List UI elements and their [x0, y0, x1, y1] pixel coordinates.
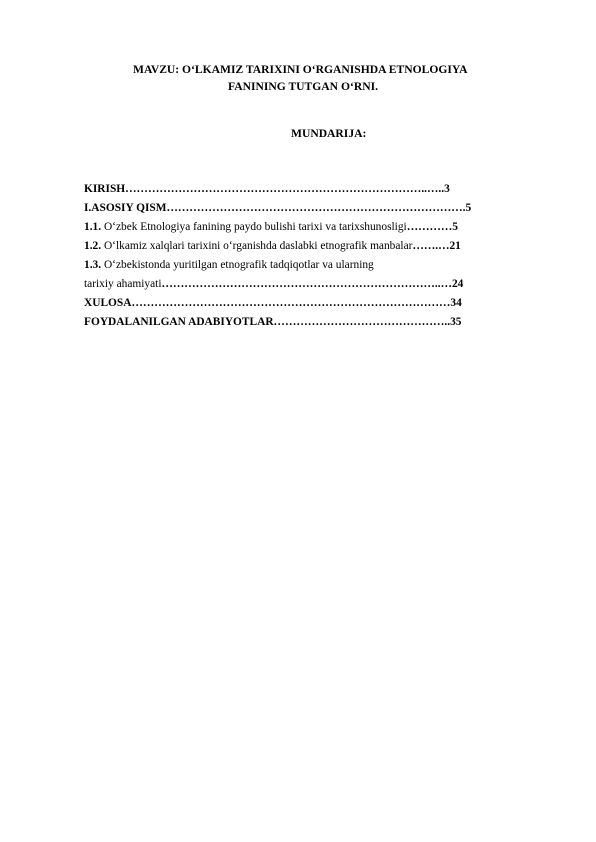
toc-entry-page: 21 — [449, 240, 461, 252]
toc-entry-page: 35 — [450, 316, 462, 328]
toc-entry-number: 1.2. — [84, 240, 102, 252]
toc-entry-text: O‘lkamiz xalqlari tarixini o‘rganishda daslabki etnografik manbalar — [101, 240, 413, 252]
toc-heading: MUNDARIJA: — [291, 127, 367, 140]
toc-entry-1-2 — [84, 237, 554, 256]
document-title-line2: FANINING TUTGAN O‘RNI. — [228, 80, 378, 93]
toc-entry-1-1 — [84, 218, 554, 237]
toc-entry-page: 34 — [450, 297, 462, 309]
toc-entry-xulosa — [84, 294, 554, 313]
toc-entry-text: I.ASOSIY QISM — [84, 202, 167, 214]
toc-entry-text: FOYDALANILGAN ADABIYOTLAR — [84, 316, 274, 328]
toc-entry-leader: ………… — [406, 221, 453, 233]
toc-entry-text: XULOSA — [84, 297, 132, 309]
document-title-line1: MAVZU: O‘LKAMIZ TARIXINI O‘RGANISHDA ETNOLOGIYA — [133, 63, 468, 76]
toc-entry-leader: ……………………………………………………………………..….. — [125, 183, 445, 195]
toc-entry-leader: ………………………………………………………………..… — [161, 278, 452, 290]
toc-entry-leader: …….… — [412, 240, 450, 252]
toc-entry-adabiyotlar — [84, 313, 554, 332]
toc-entry-asosiy-qism — [84, 199, 554, 218]
toc-entry-page: 5 — [465, 202, 472, 214]
toc-entry-text: tarixiy ahamiyati — [84, 278, 162, 290]
toc-entry-text: O‘zbekistonda yuritilgan etnografik tadqiqotlar va ularning — [101, 259, 374, 271]
table-of-contents — [84, 180, 554, 332]
toc-entry-text: KIRISH — [84, 183, 126, 195]
toc-entry-page: 24 — [451, 278, 464, 290]
toc-entry-1-3-continued — [84, 275, 554, 294]
toc-entry-kirish — [84, 180, 554, 199]
toc-entry-leader: ………………………………………………………………………… — [131, 297, 451, 309]
toc-entry-text: O‘zbek Etnologiya fanining paydo bulishi tarixi va tarixshunosligi — [101, 221, 407, 233]
toc-entry-leader: ……………………………………….. — [273, 316, 451, 328]
toc-entry-leader: ……………………………………………………………………. — [166, 202, 466, 214]
toc-entry-1-3 — [84, 256, 554, 275]
toc-entry-page: 3 — [444, 183, 450, 195]
toc-entry-page: 5 — [452, 221, 458, 233]
toc-entry-number: 1.1. — [84, 221, 102, 233]
toc-entry-number: 1.3. — [84, 259, 102, 271]
